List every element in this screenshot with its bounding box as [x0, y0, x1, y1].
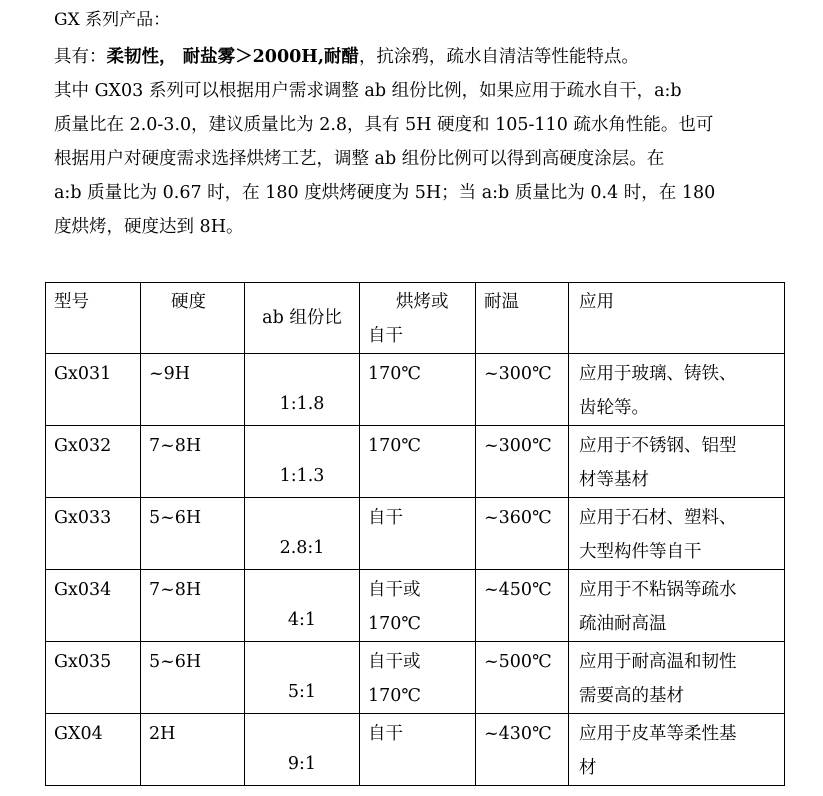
hardness-cell [141, 354, 245, 426]
model-value: Gx035 [54, 652, 112, 672]
ratio-cell [245, 354, 360, 426]
header-model: 型号 [54, 292, 89, 312]
cure-cell [360, 498, 476, 570]
temp-value: ~450℃ [484, 580, 552, 600]
model-value: GX04 [54, 724, 103, 744]
cure-line2: 170℃ [368, 686, 421, 706]
model-value: Gx033 [54, 508, 112, 528]
ratio-cell [245, 570, 360, 642]
table-row [46, 354, 785, 426]
cure-cell [360, 426, 476, 498]
temp-value: ~300℃ [484, 436, 552, 456]
application-cell [569, 426, 785, 498]
header-cure-line2: 自干 [368, 326, 403, 346]
hardness-value: 2H [149, 724, 176, 744]
cure-line2: 170℃ [368, 614, 421, 634]
model-value: Gx031 [54, 364, 112, 384]
intro-suffix: ，抗涂鸦，疏水自清洁等性能特点。 [358, 47, 639, 67]
application-line2: 材 [579, 758, 597, 778]
ratio-value: 4:1 [287, 610, 317, 630]
model-cell [46, 642, 141, 714]
temp-value: ~500℃ [484, 652, 552, 672]
ratio-cell [245, 498, 360, 570]
hardness-value: 5~6H [149, 508, 202, 528]
application-line1: 应用于玻璃、铸铁、 [579, 364, 737, 384]
application-line2: 疏油耐高温 [579, 614, 667, 634]
table-row [46, 426, 785, 498]
application-line1: 应用于耐高温和韧性 [579, 652, 737, 672]
temp-cell [476, 498, 569, 570]
header-ratio: ab 组份比 [262, 308, 342, 328]
header-ratio-cell [245, 283, 360, 354]
ratio-value: 2.8:1 [279, 538, 325, 558]
temp-cell [476, 570, 569, 642]
cure-line1: 自干或 [368, 652, 421, 672]
description-line: 度烘烤，硬度达到 8H。 [54, 217, 244, 237]
description-line: a:b 质量比为 0.67 时，在 180 度烘烤硬度为 5H；当 a:b 质量比为 0.4 时，在 180 [54, 183, 716, 203]
header-application-cell [569, 283, 785, 354]
temp-cell [476, 714, 569, 786]
application-cell [569, 642, 785, 714]
cure-cell [360, 354, 476, 426]
model-value: Gx034 [54, 580, 112, 600]
application-line2: 大型构件等自干 [579, 542, 702, 562]
header-temp: 耐温 [484, 292, 519, 312]
application-line2: 齿轮等。 [579, 398, 649, 418]
cure-cell [360, 642, 476, 714]
ratio-cell [245, 714, 360, 786]
application-line1: 应用于不粘锅等疏水 [579, 580, 737, 600]
table-row [46, 714, 785, 786]
application-cell [569, 354, 785, 426]
description-line: 其中 GX03 系列可以根据用户需求调整 ab 组份比例，如果应用于疏水自干，a:b [54, 81, 682, 101]
application-line1: 应用于不锈钢、铝型 [579, 436, 737, 456]
description-line: 根据用户对硬度需求选择烘烤工艺，调整 ab 组份比例可以得到高硬度涂层。在 [54, 149, 665, 169]
model-cell [46, 498, 141, 570]
hardness-value: 7~8H [149, 580, 202, 600]
description-line: 质量比在 2.0-3.0，建议质量比为 2.8，具有 5H 硬度和 105-110 疏水角性能。也可 [54, 115, 714, 135]
header-model-cell [46, 283, 141, 354]
header-temp-cell [476, 283, 569, 354]
ratio-value: 1:1.3 [279, 466, 325, 486]
hardness-value: ~9H [149, 364, 191, 384]
cure-line1: 170℃ [368, 436, 421, 456]
application-cell [569, 498, 785, 570]
model-cell [46, 354, 141, 426]
cure-cell [360, 570, 476, 642]
header-cure-line1: 烘烤或 [396, 292, 449, 312]
intro-bold-features: 柔韧性， 耐盐雾＞2000H,耐醋 [106, 47, 359, 67]
table-row [46, 642, 785, 714]
hardness-cell [141, 642, 245, 714]
ratio-cell [245, 642, 360, 714]
header-application: 应用 [579, 292, 614, 312]
ratio-value: 1:1.8 [279, 394, 325, 414]
intro-paragraph [54, 40, 784, 74]
cure-cell [360, 714, 476, 786]
ratio-value: 9:1 [287, 754, 317, 774]
hardness-cell [141, 498, 245, 570]
model-cell [46, 426, 141, 498]
section-heading: GX 系列产品： [54, 10, 171, 30]
model-value: Gx032 [54, 436, 112, 456]
cure-line1: 自干或 [368, 580, 421, 600]
table-row [46, 498, 785, 570]
intro-prefix: 具有： [54, 47, 107, 67]
hardness-cell [141, 426, 245, 498]
table-header-row [46, 283, 785, 354]
temp-value: ~360℃ [484, 508, 552, 528]
temp-cell [476, 642, 569, 714]
temp-cell [476, 426, 569, 498]
product-spec-table [45, 282, 785, 786]
hardness-value: 5~6H [149, 652, 202, 672]
cure-line1: 170℃ [368, 364, 421, 384]
application-line1: 应用于皮革等柔性基 [579, 724, 737, 744]
application-cell [569, 570, 785, 642]
temp-cell [476, 354, 569, 426]
header-hardness-cell [141, 283, 245, 354]
description-paragraph [54, 74, 784, 244]
application-line2: 需要高的基材 [579, 686, 684, 706]
header-hardness: 硬度 [171, 292, 206, 312]
hardness-cell [141, 570, 245, 642]
application-cell [569, 714, 785, 786]
cure-line1: 自干 [368, 724, 403, 744]
ratio-cell [245, 426, 360, 498]
model-cell [46, 570, 141, 642]
application-line2: 材等基材 [579, 470, 649, 490]
table-row [46, 570, 785, 642]
hardness-cell [141, 714, 245, 786]
ratio-value: 5:1 [287, 682, 317, 702]
cure-line1: 自干 [368, 508, 403, 528]
header-cure-cell [360, 283, 476, 354]
application-line1: 应用于石材、塑料、 [579, 508, 737, 528]
hardness-value: 7~8H [149, 436, 202, 456]
temp-value: ~430℃ [484, 724, 552, 744]
temp-value: ~300℃ [484, 364, 552, 384]
model-cell [46, 714, 141, 786]
